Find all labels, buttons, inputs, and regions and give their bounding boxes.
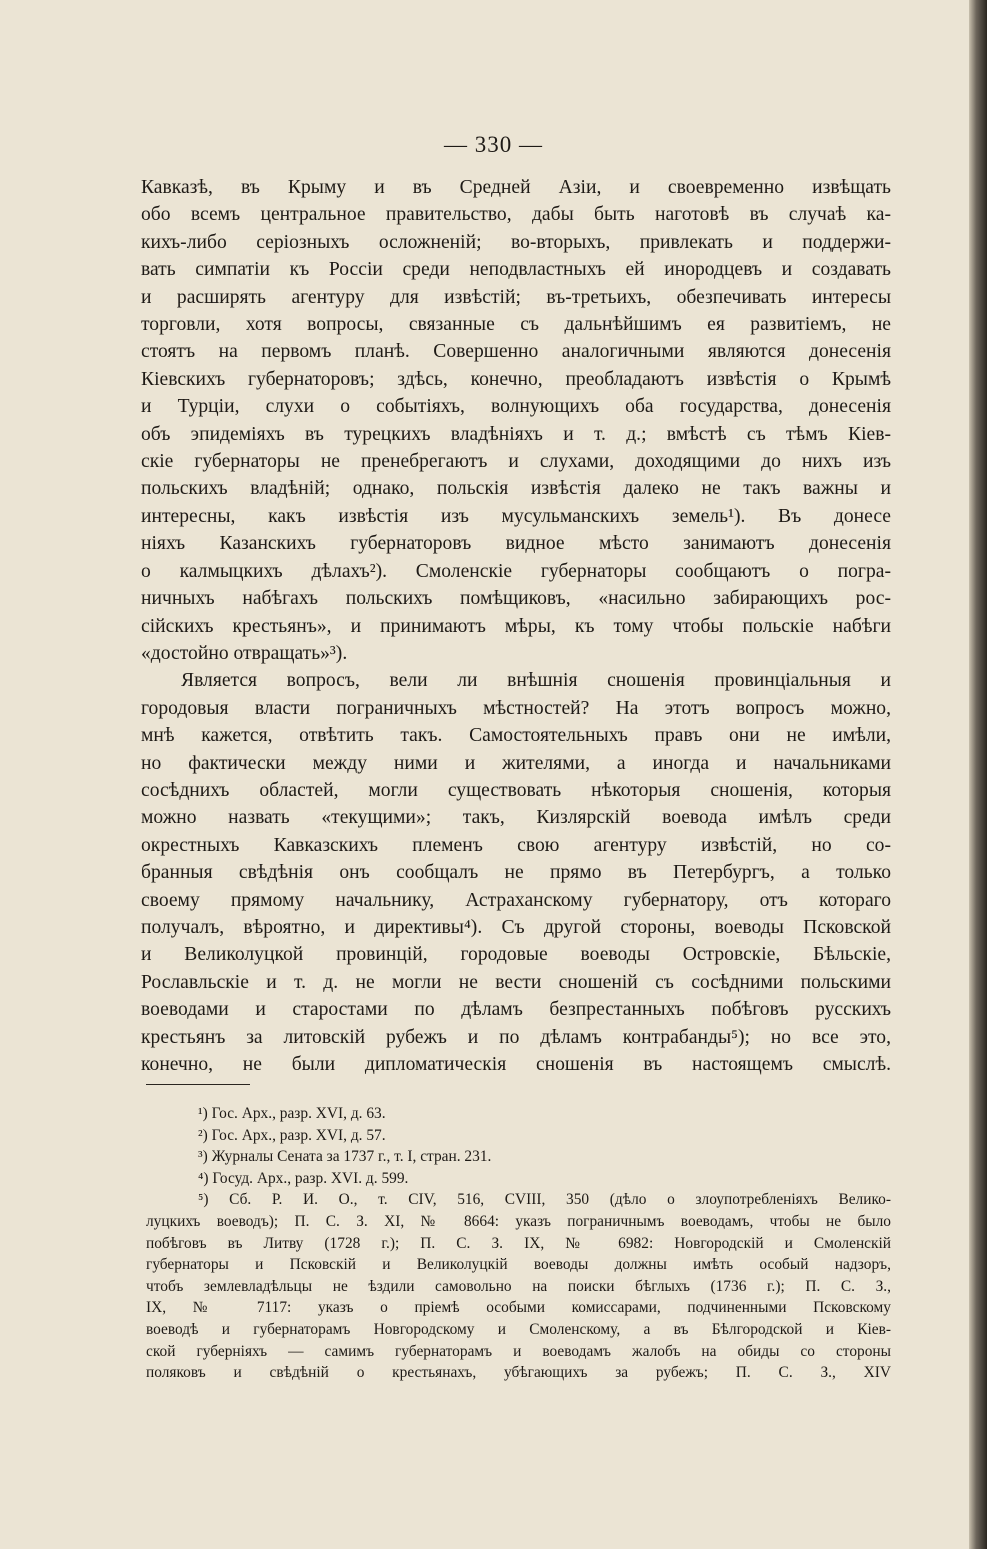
text-line: крестьянъ за литовскій рубежъ и по дѣламъ контрабанды⁵); но все это, — [141, 1026, 891, 1048]
text-line: «достойно отвращать»³). — [141, 642, 348, 664]
footnote-1: ¹) Гос. Арх., разр. XVI, д. 63. — [198, 1105, 386, 1122]
text-line: польскихъ владѣній; однако, польскія извѣстія далеко не такъ важны и — [141, 478, 891, 500]
footnote-5-line: ской губерніяхъ — самимъ губернаторамъ и воеводамъ жалобъ на обиды со стороны — [146, 1342, 891, 1360]
text-line: сійскихъ крестьянъ», и принимаютъ мѣры, къ тому чтобы польскіе набѣги — [141, 615, 891, 637]
footnotes — [146, 1103, 891, 1384]
footnote-5-line: ⁵) Сб. Р. И. О., т. CIV, 516, CVIII, 350 (дѣло о злоупотребленіяхъ Велико- — [198, 1191, 891, 1209]
text-line: Кіевскихъ губернаторовъ; здѣсь, конечно, преобладаютъ извѣстія о Крымѣ — [141, 368, 891, 390]
footnote-5-line: чтобъ землевладѣльцы не ѣздили самовольно на поиски бѣглыхъ (1736 г.); П. С. З., — [146, 1277, 891, 1295]
text-line: сосѣднихъ областей, могли существовать нѣкоторыя сношенія, которыя — [141, 779, 891, 801]
footnote-5-line: IX, № 7117: указъ о пріемѣ особыми комиссарами, подчиненными Псковскому — [146, 1299, 891, 1317]
text-line: и Великолуцкой провинцій, городовые воеводы Островскіе, Бѣльскіе, — [141, 944, 891, 966]
text-line: объ эпидеміяхъ въ турецкихъ владѣніяхъ и т. д.; вмѣстѣ съ тѣмъ Кіев- — [141, 423, 891, 445]
text-line: и Турціи, слухи о событіяхъ, волнующихъ оба государства, донесенія — [141, 396, 891, 418]
text-line: и расширять агентуру для извѣстій; въ-третьихъ, обезпечивать интересы — [141, 286, 891, 308]
text-line: интересны, какъ извѣстія изъ мусульманскихъ земель¹). Въ донесе — [141, 505, 891, 527]
book-spine-shadow — [969, 0, 987, 1549]
text-line: ничныхъ набѣгахъ польскихъ помѣщиковъ, «насильно забирающихъ рос- — [141, 588, 891, 610]
text-line: получалъ, вѣроятно, и директивы⁴). Съ другой стороны, воеводы Псковской — [141, 916, 891, 938]
footnote-5-line: луцкихъ воеводъ); П. С. З. XI, № 8664: указъ пограничнымъ воеводамъ, чтобы не было — [146, 1212, 891, 1230]
text-line: можно назвать «текущими»; такъ, Кизлярскій воевода имѣлъ среди — [141, 807, 891, 829]
text-line: своему прямому начальнику, Астраханскому губернатору, отъ котораго — [141, 889, 891, 911]
text-line: обо всемъ центральное правительство, дабы быть наготовѣ въ случаѣ ка- — [141, 204, 891, 226]
footnote-4: ⁴) Госуд. Арх., разр. XVI. д. 599. — [198, 1169, 409, 1187]
footnote-5-line: поляковъ и свѣдѣній о крестьянахъ, убѣгающихъ за рубежъ; П. С. З., XIV — [146, 1364, 891, 1382]
text-line: бранныя свѣдѣнія онъ сообщалъ не прямо въ Петербургъ, а только — [141, 862, 891, 884]
page-number: — 330 — — [444, 132, 543, 157]
text-line: кихъ-либо серіозныхъ осложненій; во-вторыхъ, привлекать и поддержи- — [141, 231, 891, 253]
footnote-5-line: воеводѣ и губернаторамъ Новгородскому и Смоленскому, а въ Бѣлгородской и Кіев- — [146, 1320, 891, 1338]
text-line: ніяхъ Казанскихъ губернаторовъ видное мѣсто занимаютъ донесенія — [141, 533, 891, 555]
footnote-3: ³) Журналы Сената за 1737 г., т. I, стран. 231. — [198, 1148, 492, 1166]
text-line: городовыя власти пограничныхъ мѣстностей? На этотъ вопросъ можно, — [141, 697, 891, 719]
text-line: торговли, хотя вопросы, связанные съ дальнѣйшимъ ея развитіемъ, не — [141, 314, 891, 336]
text-line: Рославльскіе и т. д. не могли не вести сношеній съ сосѣдними польскими — [141, 971, 891, 993]
text-line: скіе губернаторы не пренебрегаютъ и слухами, доходящими до нихъ изъ — [141, 451, 891, 473]
footnote-divider — [146, 1084, 250, 1085]
footnote-5-line: губернаторы и Псковскій и Великолуцкій воеводы должны имѣть особый надзоръ, — [146, 1256, 891, 1274]
text-line: стоятъ на первомъ планѣ. Совершенно аналогичными являются донесенія — [141, 341, 891, 363]
text-line: вать симпатіи къ Россіи среди неподвластныхъ ей инородцевъ и создавать — [141, 259, 891, 281]
text-line: конечно, не были дипломатическія сношенія въ настоящемъ смыслѣ. — [141, 1054, 891, 1075]
text-line: но фактически между ними и жителями, а иногда и начальниками — [141, 752, 891, 774]
paragraph-first-line: Является вопросъ, вели ли внѣшнія сношенія провинціальныя и — [181, 670, 891, 692]
footnote-2: ²) Гос. Арх., разр. XVI, д. 57. — [198, 1126, 386, 1144]
text-line: Кавказѣ, въ Крыму и въ Средней Азіи, и своевременно извѣщать — [141, 177, 891, 198]
text-line: окрестныхъ Кавказскихъ племенъ свою агентуру извѣстій, но со- — [141, 834, 891, 856]
text-line: воеводами и старостами по дѣламъ безпрестанныхъ побѣговъ русскихъ — [141, 999, 891, 1021]
footnote-5-line: побѣговъ въ Литву (1728 г.); П. С. З. IX, № 6982: Новгородскій и Смоленскій — [146, 1234, 891, 1252]
text-line: мнѣ кажется, отвѣтить такъ. Самостоятельныхъ правъ они не имѣли, — [141, 725, 891, 747]
body-text — [141, 174, 891, 1078]
text-line: о калмыцкихъ дѣлахъ²). Смоленскіе губернаторы сообщаютъ о погра- — [141, 560, 891, 582]
